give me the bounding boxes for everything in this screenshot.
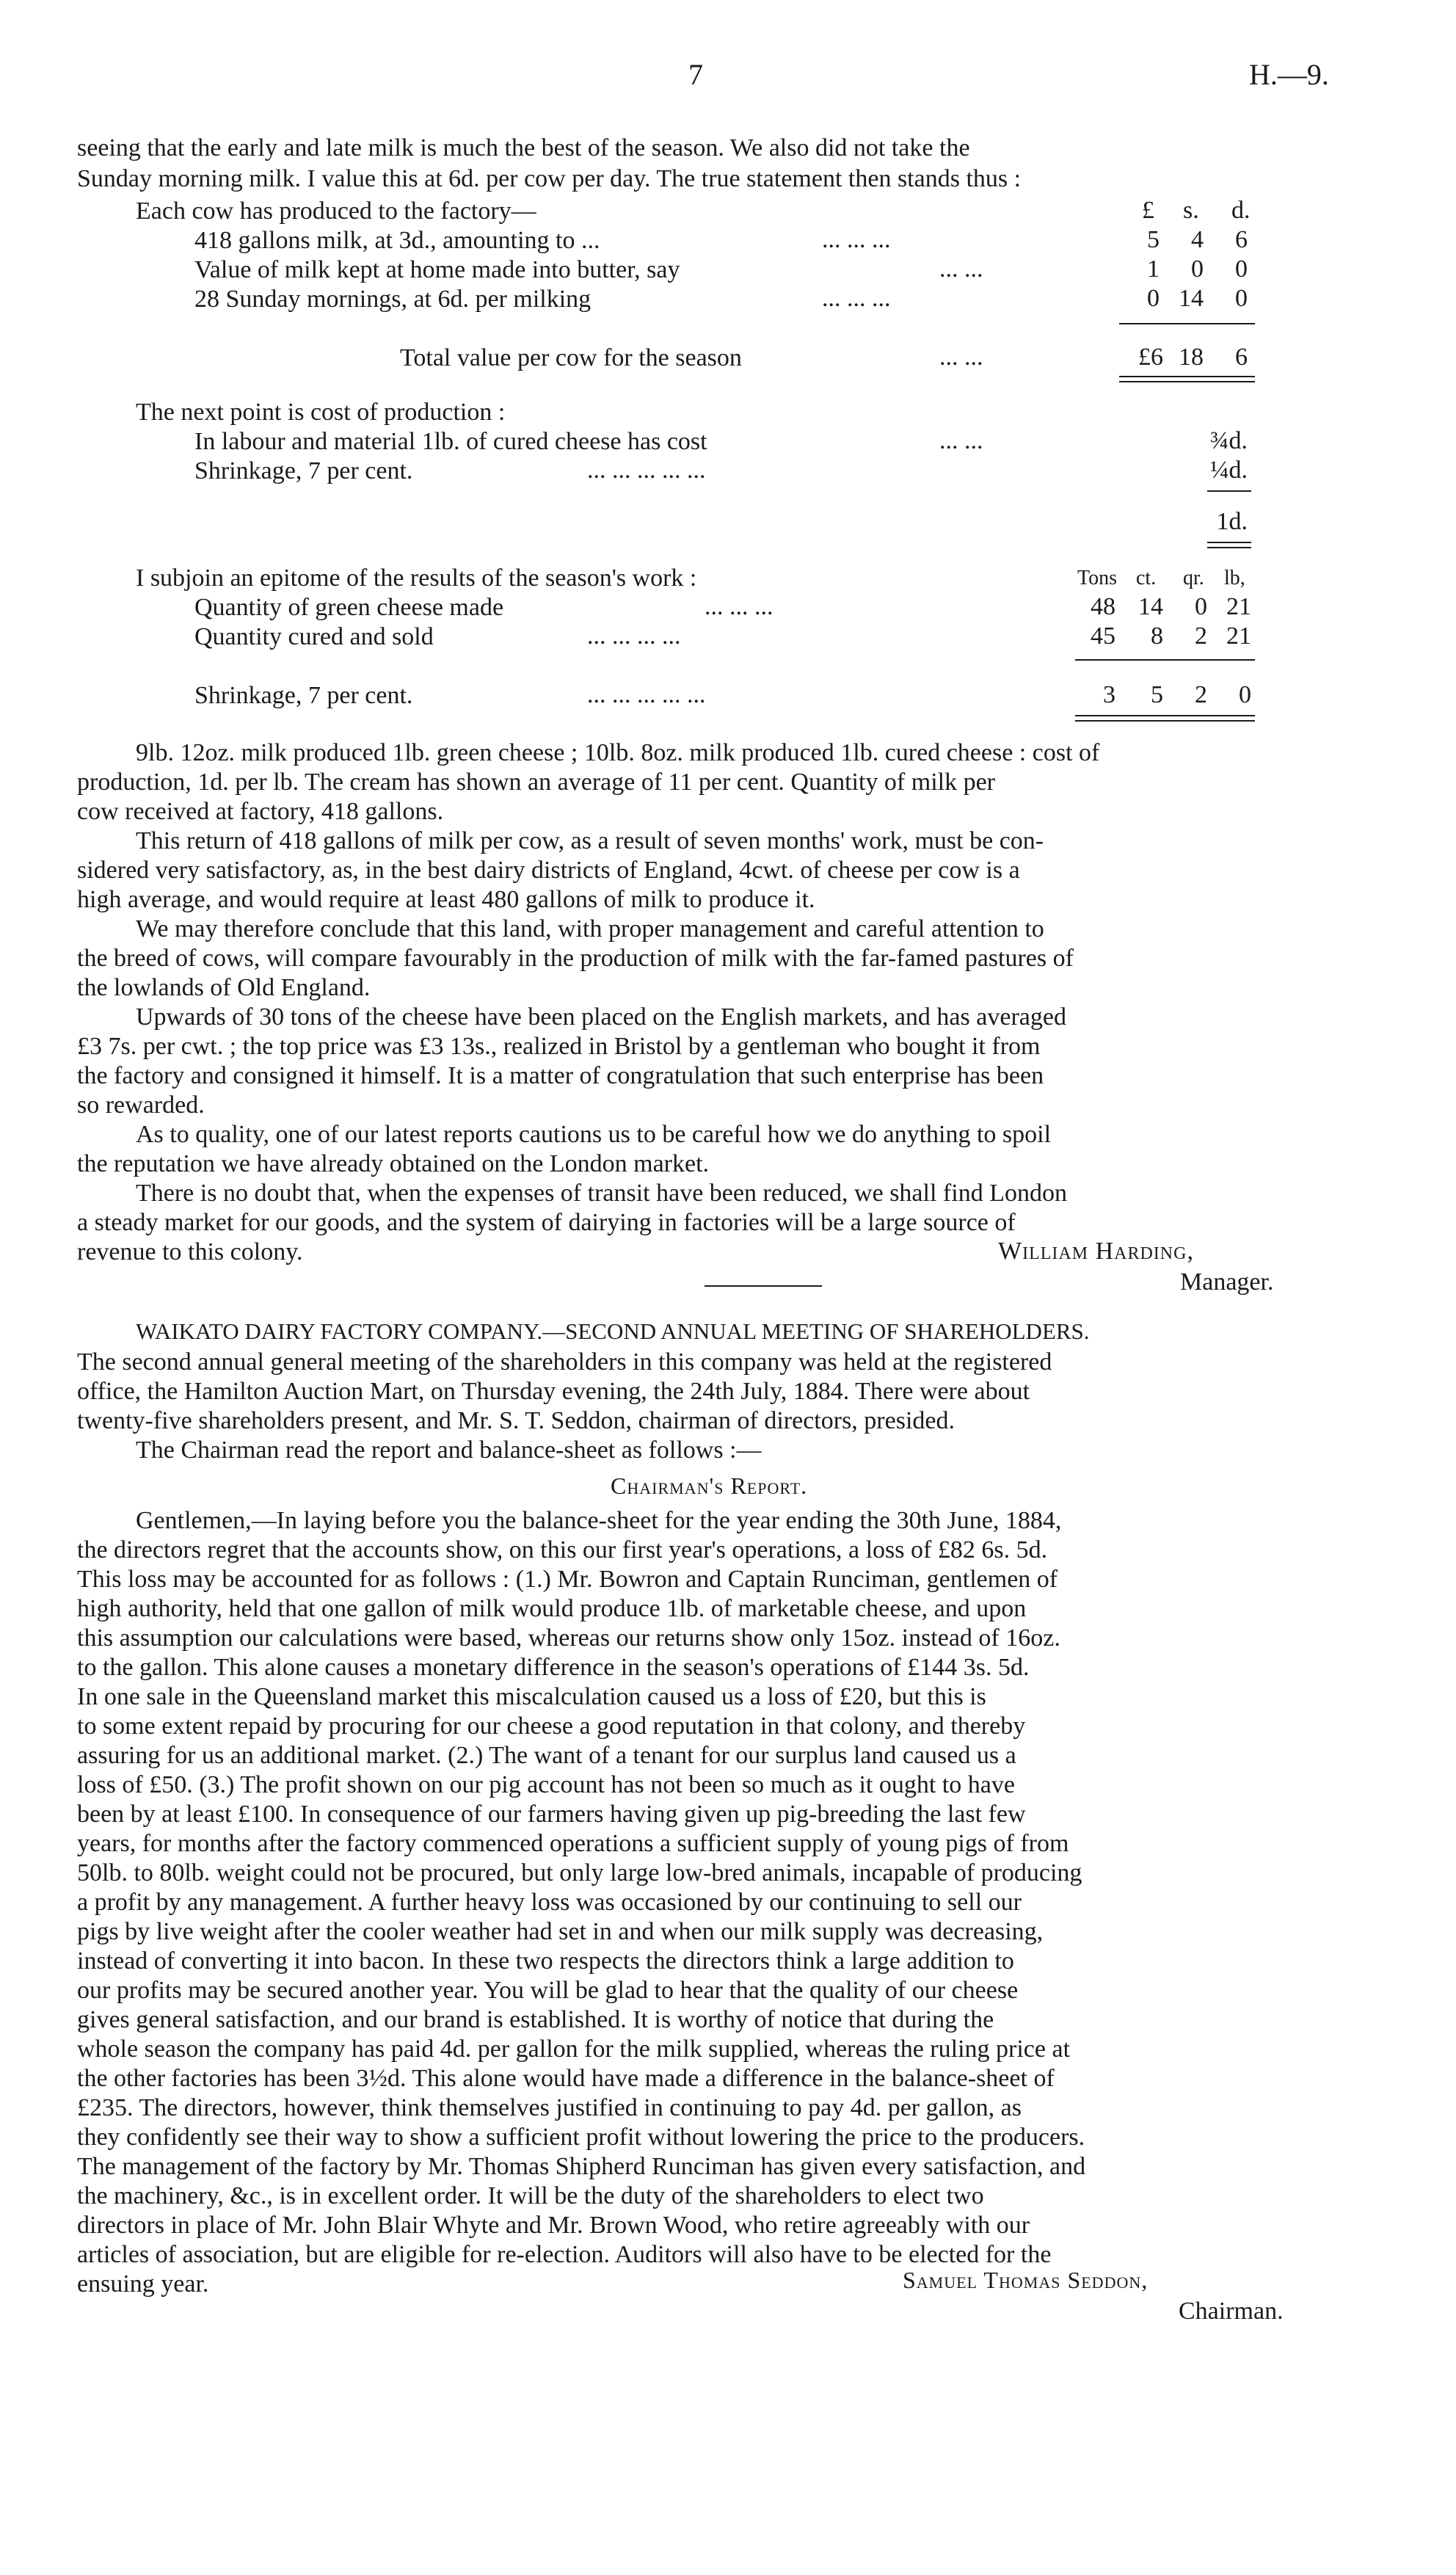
- epitome-value: 8: [1151, 622, 1163, 650]
- sum-rule: [1075, 659, 1255, 661]
- text-line: £3 7s. per cwt. ; the top price was £3 13s., realized in Bristol by a gentleman who bought it from: [77, 1033, 1041, 1060]
- col-head-cwt: ct.: [1136, 567, 1157, 589]
- text-line: years, for months after the factory commenced operations a sufficient supply of young pigs of from: [77, 1830, 1069, 1857]
- statement-value: 1: [1147, 255, 1160, 283]
- col-head-quarters: qr.: [1183, 567, 1204, 589]
- total-double-rule: [1207, 542, 1251, 548]
- statement-value: 0: [1147, 285, 1160, 312]
- text-line: There is no doubt that, when the expenses of transit have been reduced, we shall find London: [136, 1180, 1067, 1207]
- text-line: high authority, held that one gallon of milk would produce 1lb. of marketable cheese, and upon: [77, 1595, 1027, 1622]
- text-line: the directors regret that the accounts show, on this our first year's operations, a loss of £82 6s. 5d.: [77, 1536, 1048, 1563]
- text-line: 50lb. to 80lb. weight could not be procured, but only large low-bred animals, incapable of producing: [77, 1859, 1082, 1886]
- cost-row-label: Shrinkage, 7 per cent.: [194, 457, 413, 484]
- statement-value: 6: [1235, 226, 1248, 253]
- cost-row-label: In labour and material 1lb. of cured cheese has cost: [194, 428, 707, 455]
- epitome-total-value: 5: [1151, 681, 1163, 708]
- text-line: As to quality, one of our latest reports cautions us to be careful how we do anything to spoil: [136, 1121, 1052, 1148]
- text-line: assuring for us an additional market. (2.) The want of a tenant for our surplus land caused us a: [77, 1742, 1016, 1769]
- statement-total-label: Total value per cow for the season: [400, 344, 742, 371]
- sum-rule: [1207, 490, 1251, 492]
- dot-leader: ... ... ... ...: [587, 622, 681, 650]
- sum-rule: [1119, 323, 1255, 324]
- statement-lead: Each cow has produced to the factory—: [136, 197, 536, 225]
- statement-value: 5: [1147, 226, 1160, 253]
- text-line: to the gallon. This alone causes a monetary difference in the season's operations of £144 3s. 5d.: [77, 1654, 1030, 1681]
- statement-row-label: 418 gallons milk, at 3d., amounting to ...: [194, 227, 600, 254]
- epitome-total-label: Shrinkage, 7 per cent.: [194, 682, 413, 709]
- text-line: We may therefore conclude that this land, with proper management and careful attention to: [136, 915, 1044, 943]
- text-line: they confidently see their way to show a sufficient profit without lowering the price to the producers.: [77, 2124, 1085, 2151]
- text-line: the breed of cows, will compare favourably in the production of milk with the far-famed pastures of: [77, 945, 1074, 972]
- text-line: Upwards of 30 tons of the cheese have been placed on the English markets, and has averaged: [136, 1003, 1066, 1031]
- dot-leader: ... ... ... ... ...: [587, 457, 706, 484]
- text-line: been by at least £100. In consequence of our farmers having given up pig-breeding the last few: [77, 1801, 1026, 1828]
- statement-total-value: £6: [1138, 344, 1163, 371]
- statement-total-value: 18: [1179, 344, 1204, 371]
- epitome-value: 21: [1226, 593, 1251, 620]
- text-line: twenty-five shareholders present, and Mr. S. T. Seddon, chairman of directors, presided.: [77, 1407, 955, 1434]
- dot-leader: ... ... ...: [705, 593, 774, 620]
- text-line: office, the Hamilton Auction Mart, on Thursday evening, the 24th July, 1884. There were about: [77, 1378, 1030, 1405]
- text-line: seeing that the early and late milk is much the best of the season. We also did not take the: [77, 134, 970, 161]
- text-line: a profit by any management. A further heavy loss was occasioned by our continuing to sell our: [77, 1889, 1022, 1916]
- epitome-total-value: 0: [1239, 681, 1251, 708]
- dot-leader: ... ... ...: [822, 226, 891, 253]
- epitome-value: 0: [1195, 593, 1207, 620]
- epitome-value: 48: [1091, 593, 1115, 620]
- text-line: instead of converting it into bacon. In these two respects the directors think a large addition to: [77, 1947, 1014, 1975]
- cost-lead: The next point is cost of production :: [136, 399, 506, 426]
- col-head-pence: d.: [1231, 197, 1251, 224]
- dot-leader: ... ... ...: [822, 285, 891, 312]
- cost-value: ¾d.: [1210, 427, 1248, 454]
- epitome-value: 45: [1091, 622, 1115, 650]
- cost-total: 1d.: [1216, 508, 1248, 535]
- text-line: to some extent repaid by procuring for our cheese a good reputation in that colony, and thereby: [77, 1713, 1026, 1740]
- signature-title: Chairman.: [1179, 2298, 1284, 2325]
- text-line: This return of 418 gallons of milk per cow, as a result of seven months' work, must be con-: [136, 827, 1044, 854]
- text-line: Sunday morning milk. I value this at 6d. per cow per day. The true statement then stands thus :: [77, 165, 1022, 192]
- text-line: 9lb. 12oz. milk produced 1lb. green cheese ; 10lb. 8oz. milk produced 1lb. cured cheese : cost of: [136, 739, 1100, 766]
- cost-value: ¼d.: [1210, 457, 1248, 484]
- text-line: loss of £50. (3.) The profit shown on our pig account has not been so much as it ought to have: [77, 1771, 1015, 1798]
- col-head-tons: Tons: [1077, 567, 1118, 589]
- text-line: gives general satisfaction, and our brand is established. It is worthy of notice that during the: [77, 2006, 994, 2033]
- signature-name: William Harding,: [998, 1238, 1194, 1265]
- statement-value: 4: [1191, 226, 1204, 253]
- text-line: articles of association, but are eligible for re-election. Auditors will also have to be elected for the: [77, 2241, 1052, 2268]
- text-line: In one sale in the Queensland market this miscalculation caused us a loss of £20, but this is: [77, 1683, 986, 1710]
- col-head-pounds-weight: lb,: [1224, 567, 1245, 589]
- epitome-total-value: 3: [1103, 681, 1115, 708]
- report-heading: Chairman's Report.: [611, 1472, 808, 1499]
- dot-leader: ... ...: [939, 427, 983, 454]
- text-line: Gentlemen,—In laying before you the balance-sheet for the year ending the 30th June, 1884,: [136, 1507, 1062, 1534]
- page-number: 7: [688, 58, 703, 91]
- text-line: The second annual general meeting of the shareholders in this company was held at the registered: [77, 1348, 1052, 1376]
- text-line: the factory and consigned it himself. It is a matter of congratulation that such enterprise has been: [77, 1062, 1044, 1089]
- signature-name: Samuel Thomas Seddon,: [903, 2267, 1149, 2293]
- section-separator: [705, 1285, 822, 1287]
- paper-reference: H.—9.: [1249, 58, 1329, 91]
- text-line: the lowlands of Old England.: [77, 974, 371, 1001]
- epitome-total-value: 2: [1195, 681, 1207, 708]
- text-line: The Chairman read the report and balance-sheet as follows :—: [136, 1437, 762, 1464]
- text-line: this assumption our calculations were based, whereas our returns show only 15oz. instead of 16oz.: [77, 1624, 1060, 1652]
- text-line: £235. The directors, however, think themselves justified in continuing to pay 4d. per gallon, as: [77, 2094, 1022, 2121]
- text-line: sidered very satisfactory, as, in the best dairy districts of England, 4cwt. of cheese per cow is a: [77, 857, 1020, 884]
- epitome-lead: I subjoin an epitome of the results of the season's work :: [136, 564, 697, 592]
- text-line: ensuing year.: [77, 2270, 209, 2298]
- text-line: whole season the company has paid 4d. per gallon for the milk supplied, whereas the ruling price at: [77, 2035, 1071, 2063]
- text-line: a steady market for our goods, and the system of dairying in factories will be a large source of: [77, 1209, 1016, 1236]
- statement-value: 0: [1191, 255, 1204, 283]
- statement-total-value: 6: [1235, 344, 1248, 371]
- text-line: This loss may be accounted for as follows : (1.) Mr. Bowron and Captain Runciman, gentlemen of: [77, 1566, 1058, 1593]
- total-double-rule: [1119, 376, 1255, 382]
- text-line: the reputation we have already obtained on the London market.: [77, 1150, 710, 1177]
- epitome-value: 14: [1138, 593, 1163, 620]
- text-line: high average, and would require at least 480 gallons of milk to produce it.: [77, 886, 815, 913]
- text-line: directors in place of Mr. John Blair Whyte and Mr. Brown Wood, who retire agreeably with our: [77, 2212, 1030, 2239]
- signature-title: Manager.: [1180, 1268, 1274, 1296]
- text-line: the machinery, &c., is in excellent order. It will be the duty of the shareholders to elect two: [77, 2182, 984, 2209]
- col-head-pounds: £: [1142, 197, 1154, 224]
- statement-value: 0: [1235, 285, 1248, 312]
- text-line: The management of the factory by Mr. Thomas Shipherd Runciman has given every satisfaction, and: [77, 2153, 1086, 2180]
- dot-leader: ... ...: [939, 344, 983, 371]
- statement-row-label: 28 Sunday mornings, at 6d. per milking: [194, 286, 592, 313]
- text-line: production, 1d. per lb. The cream has shown an average of 11 per cent. Quantity of milk per: [77, 769, 995, 796]
- text-line: the other factories has been 3½d. This alone would have made a difference in the balance-sheet of: [77, 2065, 1055, 2092]
- epitome-value: 2: [1195, 622, 1207, 650]
- col-head-shillings: s.: [1183, 197, 1199, 224]
- total-double-rule: [1075, 715, 1255, 722]
- statement-value: 14: [1179, 285, 1204, 312]
- section-heading: WAIKATO DAIRY FACTORY COMPANY.—SECOND ANNUAL MEETING OF SHAREHOLDERS.: [136, 1318, 1090, 1344]
- text-line: pigs by live weight after the cooler weather had set in and when our milk supply was decreasing,: [77, 1918, 1044, 1945]
- text-line: cow received at factory, 418 gallons.: [77, 798, 444, 825]
- dot-leader: ... ... ... ... ...: [587, 681, 706, 708]
- text-line: so rewarded.: [77, 1092, 205, 1119]
- epitome-row-label: Quantity cured and sold: [194, 623, 434, 650]
- dot-leader: ... ...: [939, 255, 983, 283]
- text-line: revenue to this colony.: [77, 1238, 303, 1265]
- statement-row-label: Value of milk kept at home made into butter, say: [194, 256, 680, 283]
- text-line: our profits may be secured another year. You will be glad to hear that the quality of our cheese: [77, 1977, 1019, 2004]
- statement-value: 0: [1235, 255, 1248, 283]
- epitome-value: 21: [1226, 622, 1251, 650]
- epitome-row-label: Quantity of green cheese made: [194, 594, 504, 621]
